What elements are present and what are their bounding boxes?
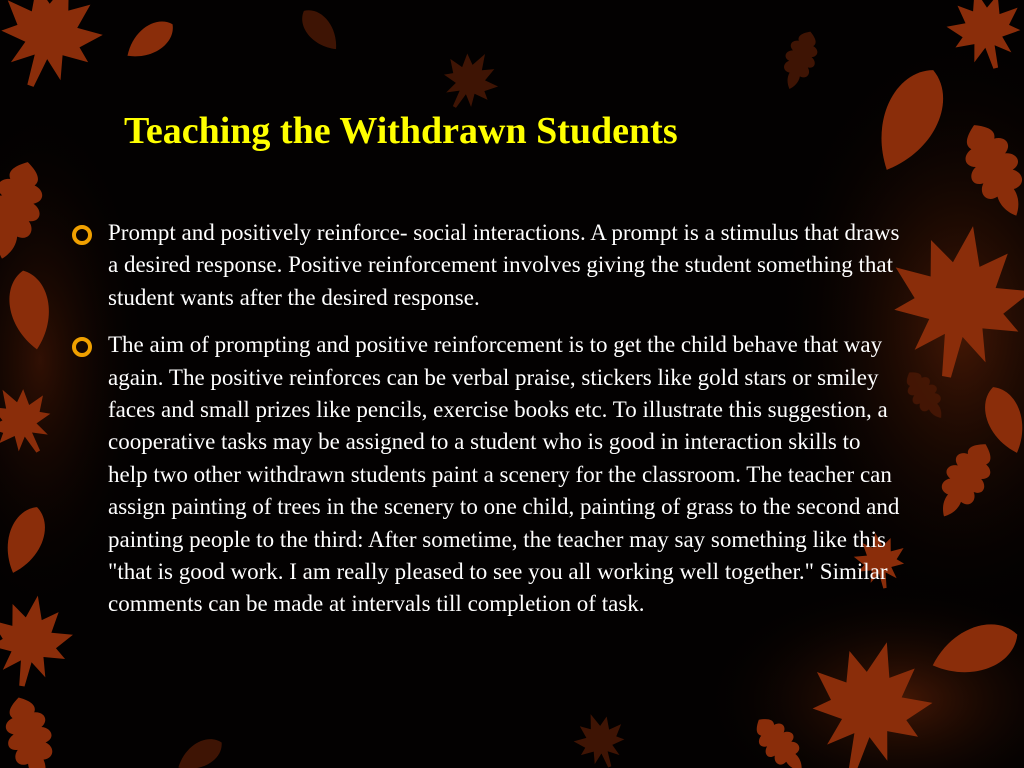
bullet-list [72,217,902,636]
bullet-text: The aim of prompting and positive reinforcement is to get the child behave that way again. The positive reinforces can be verbal praise, stickers like gold stars or smiley faces and small prizes like pencils, exercise books etc. To illustrate this suggestion, a cooperative tasks may be assigned to a student who is good in interaction skills to help two other withdrawn students paint a scenery for the classroom. The teacher can assign painting of trees in the scenery to one child, painting of grass to the second and painting people to the third: After sometime, the teacher may say something like this "that is good work. I am really pleased to see you all working well together." Similar comments can be made at intervals till completion of task. [108,332,900,617]
ring-bullet-icon [72,337,92,357]
slide-title: Teaching the Withdrawn Students [124,110,678,152]
bullet-text: Prompt and positively reinforce- social interactions. A prompt is a stimulus that draws a desired response. Positive reinforcement involves giving the student something that student wants after the desired response. [108,220,900,310]
bullet-item [72,329,902,621]
bullet-item [72,217,902,314]
ring-bullet-icon [72,225,92,245]
